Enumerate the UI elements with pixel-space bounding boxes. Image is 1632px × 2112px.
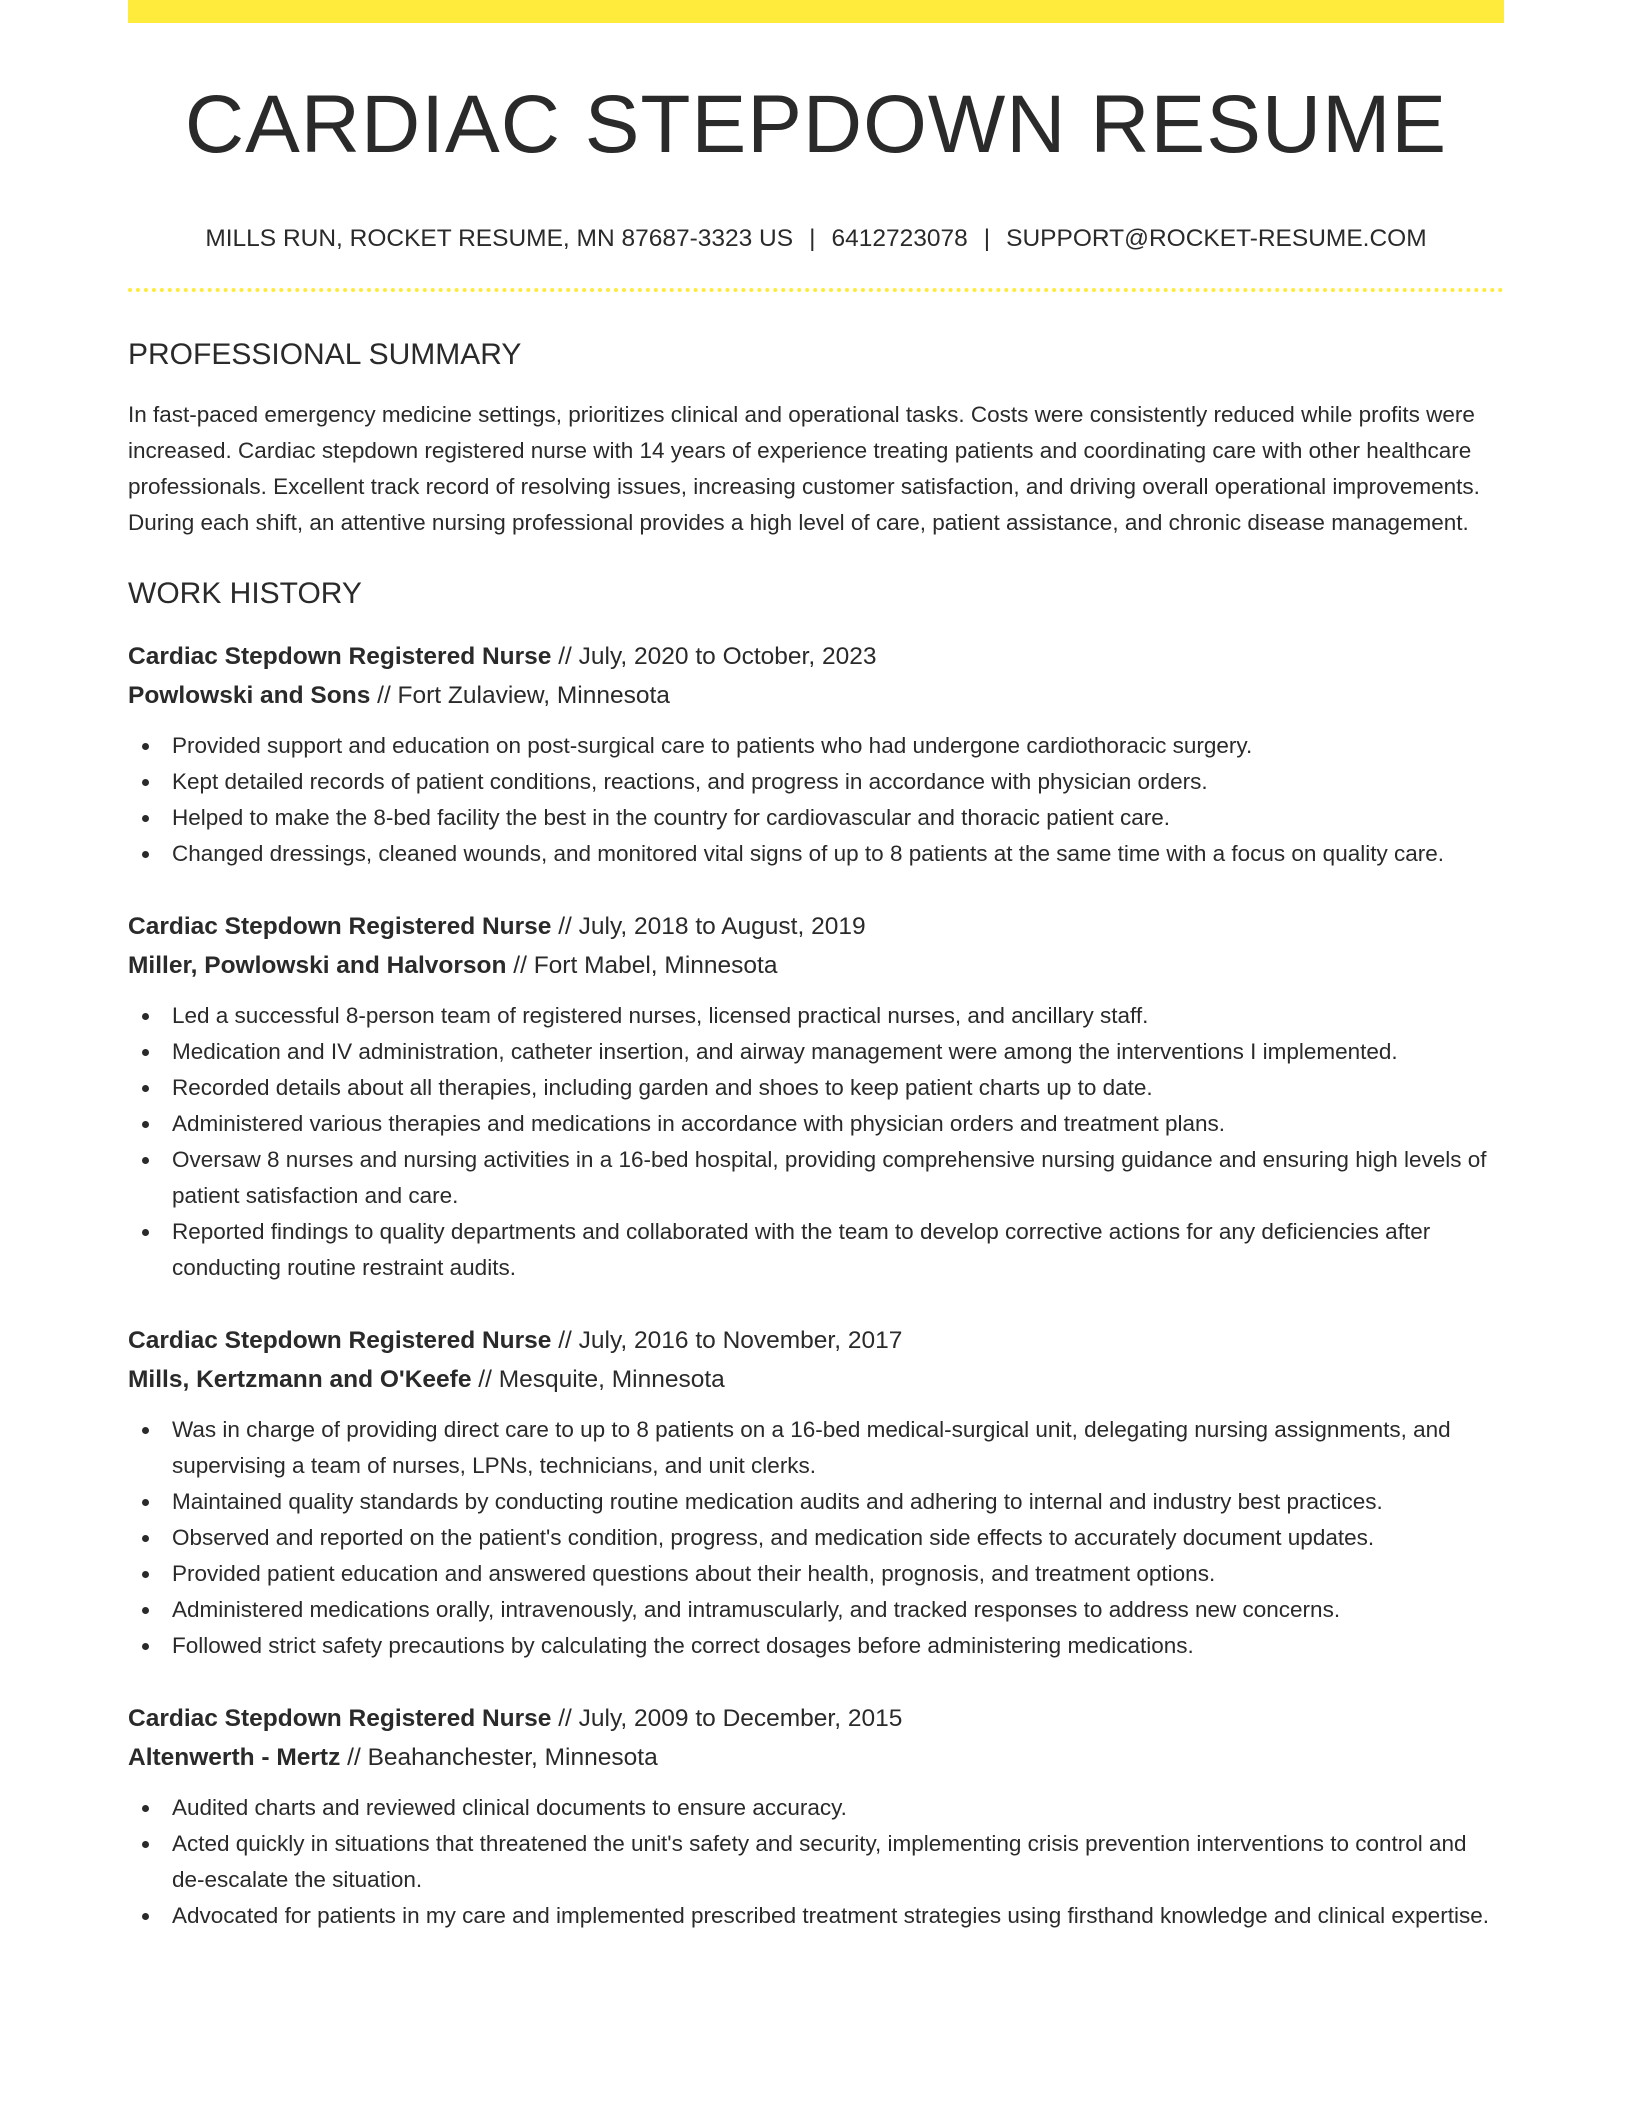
contact-separator: | (983, 225, 991, 252)
job-dates: // July, 2016 to November, 2017 (558, 1326, 903, 1354)
contact-phone: 6412723078 (831, 225, 968, 252)
job-company-line (128, 1360, 1504, 1399)
job-title: Cardiac Stepdown Registered Nurse (128, 1326, 552, 1354)
job-bullet-list (128, 998, 1504, 1286)
resume-page (128, 0, 1504, 1934)
job-dates: // July, 2009 to December, 2015 (558, 1704, 903, 1732)
job-title: Cardiac Stepdown Registered Nurse (128, 1704, 552, 1732)
job-bullet-item (128, 1628, 1504, 1664)
summary-text: In fast-paced emergency medicine settings, prioritizes clinical and operational tasks. Costs were consistently reduced while profits were increased. Cardiac stepdown registered nurse with 14 years of experience treating patients and coordinating care with other healthcare professionals. Excellent track record of resolving issues, increasing customer satisfaction, and driving overall operational improvements. During each shift, an attentive nursing professional provides a high level of care, patient assistance, and chronic disease management. (128, 401, 1480, 535)
job-bullet-text: Administered medications orally, intravenously, and intramuscularly, and tracked responses to address new concerns. (172, 1596, 1341, 1622)
job-title-line (128, 1321, 1504, 1360)
job-bullet-item (128, 1142, 1504, 1214)
contact-separator: | (809, 225, 816, 252)
job-bullet-text: Advocated for patients in my care and implemented prescribed treatment strategies using firsthand knowledge and clinical expertise. (172, 1902, 1489, 1928)
job-bullet-item (128, 728, 1504, 764)
job-entry (128, 1321, 1504, 1664)
job-company: Mills, Kertzmann and O'Keefe (128, 1365, 472, 1393)
job-bullet-list (128, 728, 1504, 872)
job-bullet-text: Recorded details about all therapies, including garden and shoes to keep patient charts up to date. (172, 1074, 1153, 1100)
job-bullet-item (128, 764, 1504, 800)
job-bullet-item (128, 1592, 1504, 1628)
job-title: Cardiac Stepdown Registered Nurse (128, 912, 552, 940)
job-company-line (128, 946, 1504, 985)
job-bullet-text: Followed strict safety precautions by calculating the correct dosages before administering medications. (172, 1632, 1194, 1658)
job-bullet-text: Reported findings to quality departments and collaborated with the team to develop corrective actions for any deficiencies after conducting routine restraint audits. (172, 1218, 1431, 1280)
bullet-dot-icon (142, 1913, 149, 1920)
bullet-dot-icon (142, 1499, 149, 1506)
job-bullet-text: Oversaw 8 nurses and nursing activities in a 16-bed hospital, providing comprehensive nursing guidance and ensuring high levels of patient satisfaction and care. (172, 1146, 1487, 1208)
contact-email: SUPPORT@ROCKET-RESUME.COM (1006, 225, 1427, 252)
job-bullet-item (128, 1484, 1504, 1520)
bullet-dot-icon (142, 815, 149, 822)
job-bullet-text: Medication and IV administration, catheter insertion, and airway management were among the interventions I implemented. (172, 1038, 1398, 1064)
job-bullet-text: Audited charts and reviewed clinical documents to ensure accuracy. (172, 1794, 847, 1820)
job-dates: // July, 2018 to August, 2019 (558, 912, 866, 940)
job-dates: // July, 2020 to October, 2023 (558, 642, 877, 670)
bullet-dot-icon (142, 1535, 149, 1542)
contact-address: MILLS RUN, ROCKET RESUME, MN 87687-3323 US (205, 225, 794, 252)
job-bullet-item (128, 1070, 1504, 1106)
job-bullet-item (128, 1520, 1504, 1556)
contact-line (128, 227, 1504, 252)
job-company-line (128, 676, 1504, 715)
job-bullet-text: Provided patient education and answered questions about their health, prognosis, and treatment options. (172, 1560, 1216, 1586)
bullet-dot-icon (142, 851, 149, 858)
job-entry (128, 1699, 1504, 1934)
job-location: // Fort Mabel, Minnesota (513, 951, 778, 979)
job-bullet-text: Was in charge of providing direct care to up to 8 patients on a 16-bed medical-surgical unit, delegating nursing assignments, and supervising a team of nurses, LPNs, technicians, and unit clerks. (172, 1416, 1451, 1478)
job-bullet-item (128, 1898, 1504, 1934)
bullet-dot-icon (142, 743, 149, 750)
job-title: Cardiac Stepdown Registered Nurse (128, 642, 552, 670)
bullet-dot-icon (142, 1013, 149, 1020)
job-bullet-item (128, 1412, 1504, 1484)
bullet-dot-icon (142, 1571, 149, 1578)
resume-title: CARDIAC STEPDOWN RESUME (184, 79, 1448, 170)
job-company: Altenwerth - Mertz (128, 1743, 341, 1771)
top-accent-bar (128, 0, 1504, 23)
job-title-line (128, 907, 1504, 946)
job-bullet-text: Administered various therapies and medications in accordance with physician orders and treatment plans. (172, 1110, 1226, 1136)
job-bullet-text: Helped to make the 8-bed facility the best in the country for cardiovascular and thoracic patient care. (172, 804, 1171, 830)
job-bullet-item (128, 1034, 1504, 1070)
job-bullet-text: Observed and reported on the patient's condition, progress, and medication side effects to accurately document updates. (172, 1524, 1375, 1550)
job-bullet-item (128, 1106, 1504, 1142)
job-bullet-item (128, 1556, 1504, 1592)
job-title-line (128, 637, 1504, 676)
job-location: // Beahanchester, Minnesota (347, 1743, 658, 1771)
bullet-dot-icon (142, 1643, 149, 1650)
job-bullet-list (128, 1412, 1504, 1664)
job-bullet-item (128, 800, 1504, 836)
job-company: Powlowski and Sons (128, 681, 371, 709)
job-title-line (128, 1699, 1504, 1738)
bullet-dot-icon (142, 1049, 149, 1056)
bullet-dot-icon (142, 1085, 149, 1092)
job-bullet-text: Led a successful 8-person team of registered nurses, licensed practical nurses, and ancillary staff. (172, 1002, 1149, 1028)
job-company: Miller, Powlowski and Halvorson (128, 951, 507, 979)
job-location: // Mesquite, Minnesota (478, 1365, 725, 1393)
bullet-dot-icon (142, 1121, 149, 1128)
job-bullet-item (128, 1214, 1504, 1286)
job-bullet-text: Acted quickly in situations that threatened the unit's safety and security, implementing crisis prevention interventions to control and de-escalate the situation. (172, 1830, 1467, 1892)
job-bullet-list (128, 1790, 1504, 1934)
job-bullet-text: Provided support and education on post-surgical care to patients who had undergone cardiothoracic surgery. (172, 732, 1253, 758)
bullet-dot-icon (142, 1607, 149, 1614)
job-bullet-item (128, 1790, 1504, 1826)
bullet-dot-icon (142, 1157, 149, 1164)
summary-heading: PROFESSIONAL SUMMARY (128, 337, 522, 371)
bullet-dot-icon (142, 1427, 149, 1434)
job-bullet-item (128, 836, 1504, 872)
work-history-heading: WORK HISTORY (128, 576, 362, 610)
job-location: // Fort Zulaview, Minnesota (377, 681, 670, 709)
bullet-dot-icon (142, 779, 149, 786)
work-history-list (128, 637, 1504, 1934)
bullet-dot-icon (142, 1229, 149, 1236)
dotted-divider (128, 288, 1504, 292)
job-entry (128, 637, 1504, 872)
bullet-dot-icon (142, 1841, 149, 1848)
job-company-line (128, 1738, 1504, 1777)
job-bullet-text: Changed dressings, cleaned wounds, and monitored vital signs of up to 8 patients at the same time with a focus on quality care. (172, 840, 1444, 866)
job-bullet-text: Kept detailed records of patient conditions, reactions, and progress in accordance with physician orders. (172, 768, 1208, 794)
bullet-dot-icon (142, 1805, 149, 1812)
job-entry (128, 907, 1504, 1286)
job-bullet-text: Maintained quality standards by conducting routine medication audits and adhering to internal and industry best practices. (172, 1488, 1383, 1514)
job-bullet-item (128, 1826, 1504, 1898)
job-bullet-item (128, 998, 1504, 1034)
